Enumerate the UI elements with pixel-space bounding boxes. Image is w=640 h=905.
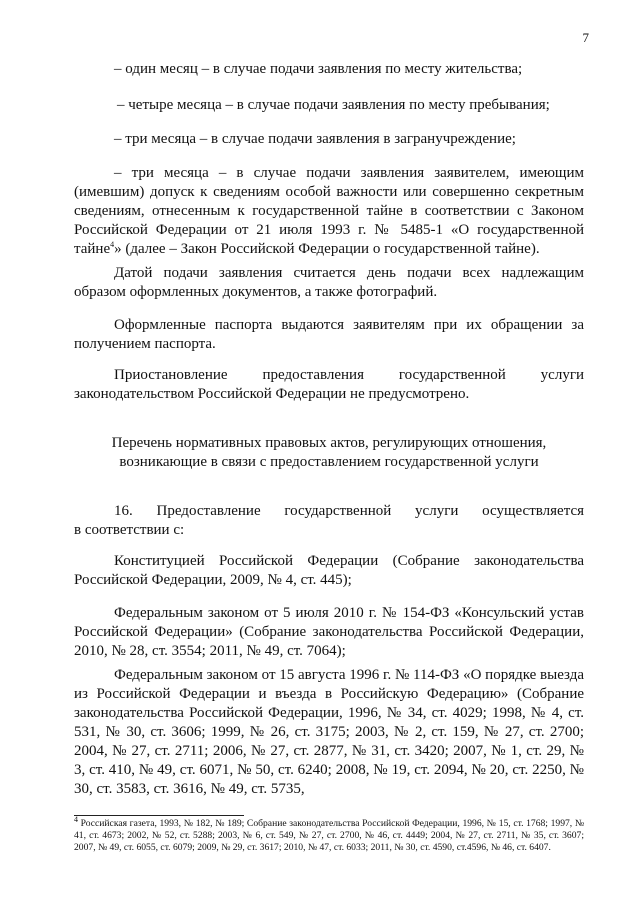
footnote-divider <box>74 815 244 816</box>
item-one-month: – один месяц – в случае подачи заявления по месту жительства; <box>114 61 523 77</box>
paragraph-passport-issue: Оформленные паспорта выдаются заявителям при их обращении за получением паспорта. <box>74 317 584 352</box>
item-three-months-abroad: – три месяца – в случае подачи заявления в загранучреждение; <box>114 131 516 147</box>
suspension-line-2: законодательством Российской Федерации не предусмотрено. <box>74 386 470 402</box>
act-consular-charter: Федеральным законом от 5 июля 2010 г. № 154-ФЗ «Консульский устав Российской Федерации» (Собрание законодательства Российской Федерации, 2010, № 28, ст. 3554; 2011, № 49, ст. 7064); <box>74 605 584 659</box>
footnote-text: Российская газета, 1993, № 182, № 189; Собрание законодательства Российской Федерации, 1996, № 15, ст. 1768; 1997, № 41, ст. 4673; 2002, № 52, ст. 5288; 2003, № 6, ст. 549, № 27, ст. 2700, № 46, ст. 4449; 2004, № 27, ст. 2711, № 35, ст. 3607; 2007, № 49, ст. 6055, ст. 6079; 2009, № 29, ст. 3617; 2010, № 47, ст. 6033; 2011, № 30, ст. 4590, ст.4596, № 46, ст. 6407. <box>74 818 584 853</box>
suspension-line-1: Приостановление предоставления государственной услуги <box>114 367 584 383</box>
item-three-months-secret <box>74 164 584 259</box>
clause-16-line-1: 16. Предоставление государственной услуги осуществляется <box>114 503 584 519</box>
page-number: 7 <box>582 30 589 45</box>
item-three-months-secret-tail: » (далее – Закон Российской Федерации о государственной тайне). <box>114 241 540 257</box>
paragraph-submission-date: Датой подачи заявления считается день подачи всех надлежащим образом оформленных документов, а также фотографий. <box>74 265 584 300</box>
section-heading-line-1: Перечень нормативных правовых актов, регулирующих отношения, <box>111 435 547 451</box>
item-four-months: – четыре месяца – в случае подачи заявления по месту пребывания; <box>117 97 550 113</box>
footnote <box>74 814 584 854</box>
act-exit-entry-law: Федеральным законом от 15 августа 1996 г. № 114-ФЗ «О порядке выезда из Российской Федерации и въезда в Российскую Федерацию» (Собрание законодательства Российской Федерации, 1996, № 34, ст. 4029; 1998, № 4, ст. 531, № 30, ст. 3606; 1999, № 26, ст. 3175; 2003, № 2, ст. 159, № 27, ст. 2700; 2004, № 27, ст. 2711; 2006, № 27, ст. 2877, № 31, ст. 3420; 2007, № 1, ст. 29, № 3, ст. 410, № 49, ст. 6071, № 50, ст. 6240; 2008, № 19, ст. 2094, № 20, ст. 2250, № 30, ст. 3583, ст. 3616, № 49, ст. 5735, <box>74 667 584 797</box>
section-heading <box>74 434 584 472</box>
item-three-months-secret-text: – три месяца – в случае подачи заявления заявителем, имеющим (имевшим) допуск к сведениям особой важности или совершенно секретным сведениям, отнесенным к государственной тайне в соответствии с Законом Российской Федерации от 21 июля 1993 г. № 5485-1 «О государственной тайне <box>74 165 584 257</box>
section-heading-line-2: возникающие в связи с предоставлением государственной услуги <box>119 454 539 470</box>
clause-16 <box>74 502 584 540</box>
paragraph-suspension <box>74 366 584 404</box>
clause-16-line-2: в соответствии с: <box>74 522 185 538</box>
footnote-mark: 4 <box>74 814 78 824</box>
footnote-ref: 4 <box>110 240 115 249</box>
act-constitution: Конституцией Российской Федерации (Собрание законодательства Российской Федерации, 2009, № 4, ст. 445); <box>74 553 584 588</box>
